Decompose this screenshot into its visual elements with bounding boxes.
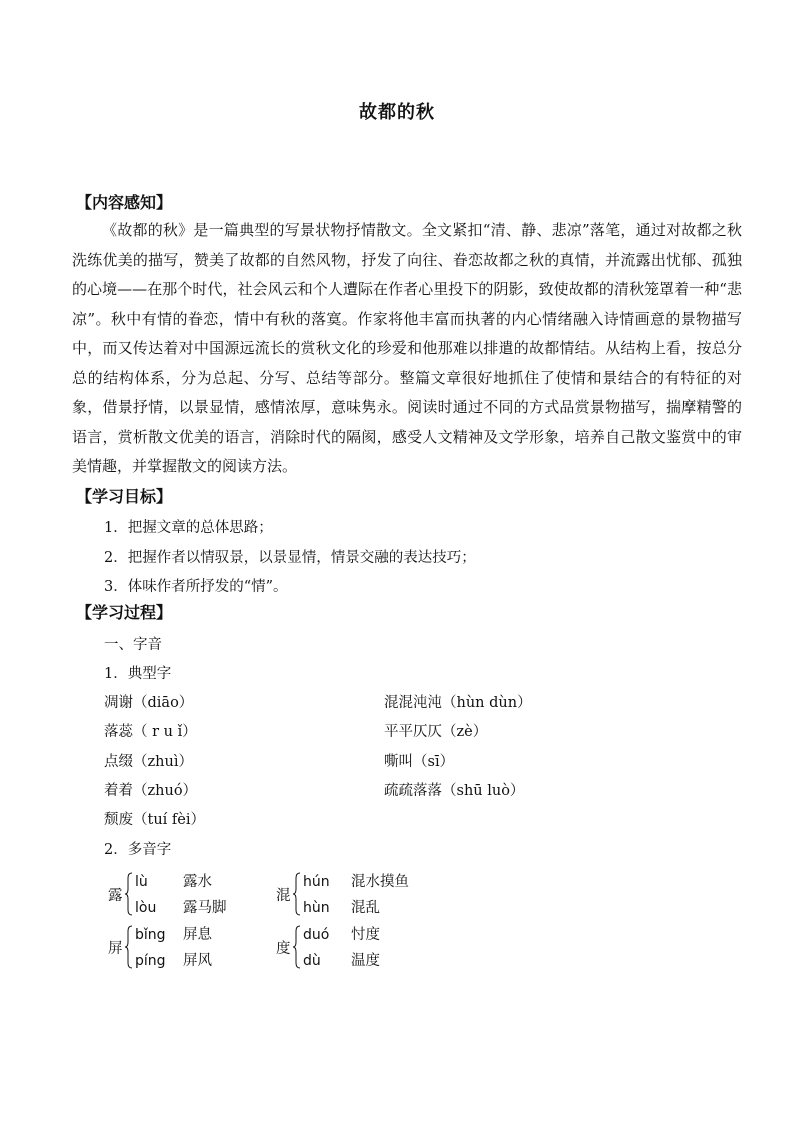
vocab-item: 点缀（zhuì） (104, 754, 193, 770)
example-word: 屏息 (183, 927, 212, 943)
subheading-polyphones: 2．多音字 (104, 842, 172, 858)
content-section-heading: 【内容感知】 (76, 193, 173, 212)
subheading-pronunciation: 一、字音 (104, 637, 162, 653)
brace-icon (293, 872, 301, 916)
process-section-heading: 【学习过程】 (76, 603, 173, 622)
example-word: 混乱 (351, 900, 380, 916)
content-paragraph: 《故都的秋》是一篇典型的写景状物抒情散文。全文紧扣“清、静、悲凉”落笔，通过对故都之秋洗练优美的描写，赞美了故都的自然风物，抒发了向往、眷恋故都之秋的真情，并流露出忧郁、孤独的心境——在那个时代，社会风云和个人遭际在作者心里投下的阴影，致使故都的清秋笼罩着一种“悲凉”。秋中有情的眷恋，情中有秋的落寞。作家将他丰富而执著的内心情绪融入诗情画意的景物描写中，而又传达着对中国源远流长的赏秋文化的珍爱和他那难以排遣的故都情结。从结构上看，按总分总的结构体系，分为总起、分写、总结等部分。整篇文章很好地抓住了使情和景结合的有特征的对象，借景抒情，以景显情，感情浓厚，意味隽永。阅读时通过不同的方式品赏景物描写，揣摩精警的语言，赏析散文优美的语言，消除时代的隔阂，感受人文精神及文学形象，培养自己散文鉴赏中的审美情趣，并掌握散文的阅读方法。 (72, 221, 742, 475)
pinyin: píng (135, 953, 166, 969)
vocab-item: 疏疏落落（shū luò） (384, 783, 525, 799)
vocab-item: 凋谢（diāo） (104, 695, 194, 711)
pinyin: lòu (135, 900, 157, 916)
subheading-typical-characters: 1．典型字 (104, 666, 172, 682)
polyphone-char: 屏 (108, 941, 123, 957)
polyphone-char: 混 (276, 888, 291, 904)
pinyin: dù (303, 953, 321, 969)
brace-icon (125, 925, 133, 969)
pinyin: hùn (303, 900, 330, 916)
brace-icon (125, 872, 133, 916)
example-word: 露马脚 (183, 900, 227, 916)
vocab-item: 落蕊（ r u ǐ） (104, 724, 197, 740)
vocab-item: 混混沌沌（hùn dùn） (384, 695, 532, 711)
pinyin: duó (303, 927, 330, 943)
vocab-item: 着着（zhuó） (104, 783, 198, 799)
polyphone-char: 度 (276, 941, 291, 957)
document-title: 故都的秋 (359, 102, 435, 123)
brace-icon (293, 925, 301, 969)
vocab-item: 嘶叫（sī） (384, 754, 455, 770)
goal-item-1: 1．把握文章的总体思路； (104, 520, 273, 536)
goal-item-3: 3．体味作者所抒发的“情”。 (104, 579, 288, 595)
pinyin: bǐng (135, 927, 166, 943)
example-word: 露水 (183, 874, 212, 890)
goal-item-2: 2．把握作者以情驭景，以景显情，情景交融的表达技巧； (104, 550, 476, 566)
goals-section-heading: 【学习目标】 (76, 487, 173, 506)
polyphone-char: 露 (108, 888, 123, 904)
pinyin: hún (303, 874, 330, 890)
example-word: 忖度 (351, 927, 380, 943)
vocab-item: 颓废（tuí fèi） (104, 812, 205, 828)
pinyin: lù (135, 874, 148, 890)
example-word: 屏风 (183, 953, 212, 969)
example-word: 温度 (351, 953, 380, 969)
example-word: 混水摸鱼 (351, 874, 409, 890)
vocab-item: 平平仄仄（zè） (384, 724, 488, 740)
